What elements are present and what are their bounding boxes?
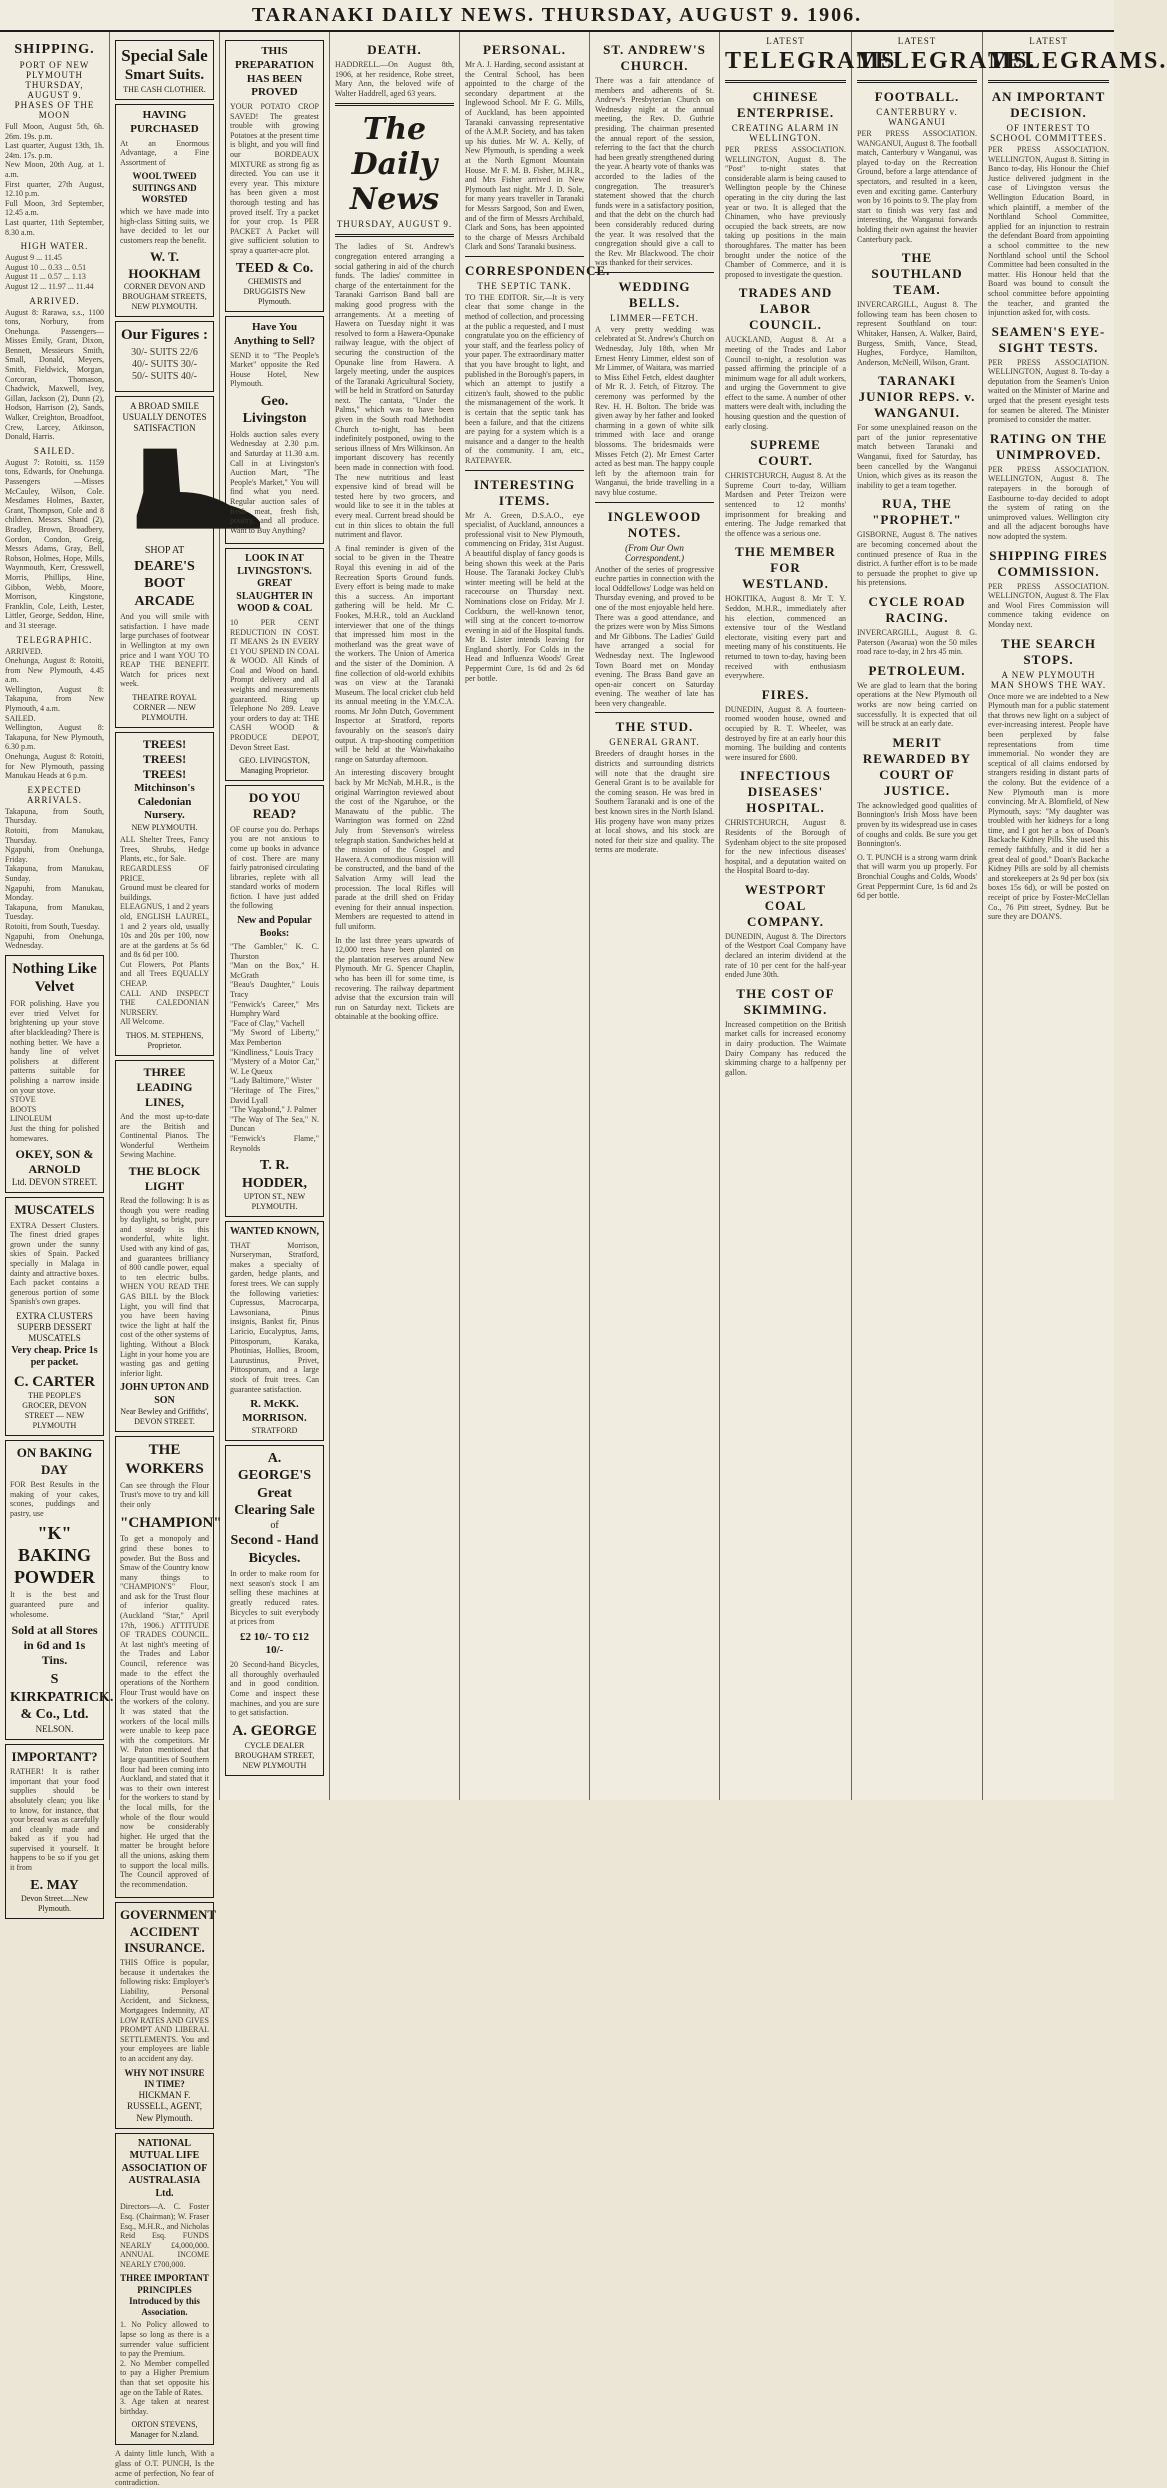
supreme-court-text: CHRISTCHURCH, August 8. At the Supreme Court to-day, William Mardsen and Peter Treizon were sentenced to 12 months' imprisonment for breaking and entering. The Judge remarked that the offence was a serious one.	[725, 471, 848, 538]
mutual-sub: THREE IMPORTANT PRINCIPLES Introduced by this Association.	[120, 2273, 209, 2318]
death-notice: HADDRELL.—On August 8th, 1906, at her residence, Robe street, Mary Ann, the beloved wife of Walter Haddrell, aged 63 years.	[335, 60, 456, 98]
football-heading: FOOTBALL.	[874, 89, 960, 104]
bicycles-of: of	[270, 1519, 279, 1531]
expected-heading: EXPECTED ARRIVALS.	[26, 784, 83, 805]
inglewood-sub: (From Our Own Correspondent.)	[625, 542, 684, 563]
livingston-text: Holds auction sales every Wednesday at 2.30 p.m. and Saturday at 11.30 a.m. Call in at Livingston's Auction Mart, "The People's Market," You will find what you need. Regular auction sales of fresh meat, fresh fish, poultry, and all produce. Want to Buy Anything?	[230, 429, 321, 535]
hospital-text: CHRISTCHURCH, August 8. Residents of the Borough of Sydenham object to the site proposed for the new infectious diseases' hospital, and a deputation waited on the Hospital Board to-day.	[725, 818, 848, 876]
livingston-firm: Geo. Livingston	[242, 393, 307, 427]
daily-news-nameplate: The Daily News	[349, 112, 440, 218]
potato-ad	[225, 40, 324, 312]
mutual-text: Directors—A. C. Foster Esq. (Chairman); W. Fraser Esq., M.H.R., and Nicholas Reid Esq. FUNDS NEARLY £4,000,000. ANNUAL INCOME NEARLY £700,000.	[120, 2202, 211, 2269]
coal-company-heading: WESTPORT COAL COMPANY.	[744, 881, 827, 929]
pianos-ad	[115, 1060, 214, 1432]
upton-firm: JOHN UPTON AND SON	[120, 1382, 209, 1406]
hookham-ad-text2: which we have made into high-class Sitting suits, we have decided to let our customers reap the benefit.	[120, 207, 211, 245]
baking-ad-title: ON BAKING DAY	[16, 1445, 93, 1477]
george-firm: A. GEORGE	[232, 1722, 317, 1739]
interesting-items-heading: INTERESTING ITEMS.	[473, 476, 576, 508]
coal-text: 10 PER CENT REDUCTION IN COST. IT MEANS 2s IN EVERY £1 YOU SPEND IN COAL & WOOD. All Kinds of Coal and Wood on hand. Prompt delivery and all weights and measurements guaranteed. Ring up Telephone No 289. Leave your orders to day at: THE CASH WOOD & PRODUCE DEPOT, Devon Street East.	[230, 617, 321, 752]
coal-title: LOOK IN AT LIVINGSTON'S. GREAT SLAUGHTER IN WOOD & COAL	[236, 553, 313, 615]
teed-sub: CHEMISTS and DRUGGISTS New Plymouth.	[243, 277, 306, 306]
special-sale-sub: Smart Suits.	[124, 67, 205, 84]
football-text: PER PRESS ASSOCIATION. WANGANUI, August 8. The football match, Canterbury v Wanganui, was played to-day on the Recreation Ground, before a large attendance of spectators, and resulted in a keen, even and exciting game. Canterbury won by 16 points to 9. The play from start to finish was very fast and interesting, the Wanganui forwards holding their own against the heavier Canterbury pack.	[857, 129, 979, 244]
nursery-ad	[115, 732, 214, 1056]
books-text: OF course you do. Perhaps you are not anxious to come up books in advance of cost. There are many fairly patronised circulating libraries, replete with all standard works of modern fiction. I have just added the following	[230, 824, 321, 911]
merit-heading: MERIT REWARDED BY COURT OF JUSTICE.	[862, 734, 972, 798]
books-list: "The Gambler," K. C. Thurston "Man on the Box," H. McGrath "Beau's Daughter," Louis Tracy "Fenwick's Career," Mrs Humphry Ward "Face of Clay," Vachell "My Sword of Liberty," Max Pemberton "Kindliness," Louis Tracy "Mystery of a Motor Car," W. Le Queux "Lady Baltimore," Wister "Heritage of The Fires," David Lyall "The Vagabond," J. Palmer "The Way of The Sea," N. Duncan "Fenwick's Flame," Reynolds	[230, 942, 319, 1153]
may-firm: E. MAY	[30, 1877, 79, 1893]
moon-phases-text: Full Moon, August 5th, 6h. 26m. 19s. p.m. Last quarter, August 13th, 1h. 24m. 17s. p.m. New Moon, 20th Aug. at 1. a.m. First quarter, 27th August, 12.10 p.m. Full Moon, 3rd September, 12.45 a.m. Last quarter, 11th September, 8.30 a.m.	[5, 122, 104, 237]
hookham-firm: W. T. HOOKHAM	[128, 249, 201, 281]
arrived-heading: ARRIVED.	[29, 295, 80, 306]
insurance-text: THIS Office is popular, because it undertakes the following risks: Employer's Liability, Personal Accident, and Sickness, Mortgagees Indemnity, AT LOW RATES AND GIVES PROMPT AND LIBERAL SETTLEMENTS. You and your employees are liable to an accident any day.	[120, 1958, 211, 2063]
special-sale-foot: THE CASH CLOTHIER.	[123, 85, 206, 94]
sailed-text: August 7: Rotoiti, ss. 1159 tons, Edwards, for Onehunga. Passengers —Misses McCauley, Wilson, Cole. Mesdames Holmes, Baxter, Grant, Thompson, Cole and 8 children. Messrs. Shand (2), Bradley, Brown, Broadbery, Gordon, Condon, Greig, Messrs Adams, Gray, Bell, Robson, Holmes, Hope, Mills, Waynmouth, Kerr, Cresswell, Morris, Phillips, Hine, Gibbon, Webb, Moore, Morrison, Kingstone, Franklin, Cole, Leith, Lester, Littler, George, Seddon, Hine, and 31 steerage.	[5, 457, 106, 630]
nursery-title: TREES! TREES! TREES!	[142, 736, 187, 781]
supreme-court-heading: SUPREME COURT.	[750, 437, 821, 469]
southland-text: INVERCARGILL, August 8. The following team has been chosen to represent Southland on tour: Whitaker, Hansen, A. Walker, Baird, Burgess, Smith, Vance, Stead, Hughes, Fordyce, Hamilton, Anderson, McNeill, Wilson, Grant.	[857, 300, 979, 367]
telegraphic-heading: TELEGRAPHIC.	[16, 634, 93, 645]
stud-text: Breeders of draught horses in the districts and surrounding districts will note that the draught sire General Grant is to be available for the coming season. He was bred in Southern Taranaki and is one of the best known sires in the North Island. His progeny have won many prizes at local shows, and his stock are noted for their size and quality. The terms are moderate.	[595, 749, 716, 855]
coal-firm: GEO. LIVINGSTON, Managing Proprietor.	[239, 756, 310, 776]
carter-sub: THE PEOPLE'S GROCER, DEVON STREET — NEW PLYMOUTH	[22, 1391, 87, 1431]
septic-tank-letter: TO THE EDITOR. Sir,—It is very clear that some change in the method of collection, and processing at the public a requested, and I must congratulate you on the efficiency of your staff, and the fearless policy of your paper. The extraordinary matter that you have brought to light, and published in the Borough's papers, in which an attempt to justify a citizen's fault, showed to the public the mismanagement of the work. It is certain that the septic tank has been a failure, and that the citizens are paying for a system which is a nuisance and a danger to the health of the community. I am, etc., RATEPAYER.	[465, 292, 586, 465]
block-light-text: Read the following: It is as though you were reading by daylight, so bright, pure and steady is this wonderful, white light. Used with any kind of gas, and guarantees brilliancy of 800 candle power, equal to ten electric bulbs. WHEN YOU READ THE GAS BILL by the Block Light, you will find that you have been having twice the light at half the cost of the other systems of lighting. Without a Block Light in your home you are wasting gas and getting inferior light.	[120, 1196, 211, 1378]
muscatels-ad-title: MUSCATELS	[14, 1202, 95, 1218]
decision-heading: AN IMPORTANT DECISION.	[991, 89, 1106, 120]
death-heading: DEATH.	[367, 42, 422, 57]
church-text: There was a fair attendance of members and adherents of St. Andrew's Presbyterian Church on Wednesday night at the annual meeting, the Rev. D. Guthrie presiding. The chairman presented the annual report of the session, referring to the fact that the church had been greatly strengthened during the year. A hearty vote of thanks was accorded to the ladies of the congregation. The treasurer's statement showed that the church funds were in a satisfactory position, and that the debt on the church had been considerably reduced during the year. It was resolved that the congregation should give a call to the Rev. Mr Blackwood. The choir was thanked for their services.	[595, 76, 716, 268]
decision-sub: OF INTEREST TO SCHOOL COMMITTEES.	[990, 123, 1107, 143]
column-ads-1	[110, 32, 222, 2488]
velvet-ad-title: Nothing Like Velvet	[12, 960, 97, 996]
pianos-title: THREE LEADING LINES,	[136, 1065, 193, 1110]
morrison-ad	[225, 1221, 324, 1441]
rua-text: GISBORNE, August 8. The natives are becoming concerned about the continued presence of Rua in the district. A further effort is to be made to persuade the prophet to give up his pretensions.	[857, 530, 979, 588]
bicycles-title2: Second - Hand Bicycles.	[230, 1533, 319, 1566]
workers-title: THE WORKERS	[125, 1442, 204, 1478]
wedding-text: A very pretty wedding was celebrated at St. Andrew's Church on Wednesday, July 18th, when Mr Ernest Henry Limmer, eldest son of Mr Limmer, of Waitara, was married to Miss Ethel Fetch, eldest daughter of Mr R. J. Fetch, of Fitzroy. The ceremony was performed by the Rev. H. H. Bolton. The bride was given away by her father and looked charming in a gown of white silk trimmed with lace and orange blossoms. The bridesmaids were Misses Fetch (2). Mr Ernest Carter acted as best man. The happy couple left by the afternoon train for Wanganui, the bride travelling in a navy blue costume.	[595, 324, 716, 497]
morrison-title: WANTED KNOWN,	[230, 1226, 319, 1238]
telegrams-heading-1: TELEGRAMS	[725, 48, 897, 74]
sell-title: Have You Anything to Sell?	[233, 321, 316, 347]
block-light-title: THE BLOCK LIGHT	[128, 1164, 201, 1193]
column-personal	[460, 32, 611, 1800]
decision-text: PER PRESS ASSOCIATION. WELLINGTON, August 8. Sitting in Banco to-day, His Honour the Chief Justice delivered judgment in the case of Livingston versus the Wellington Education Board, in which plaintiff, a member of the Northland School Committee, applied for an injunction to restrain the defendant Board from appointing a school committee to the new Northland school until the School Committee had been consulted in the matter. His Honour held that the Board was bound to consult the school committee before appointing the teacher, and granted the injunction asked for, with costs.	[988, 145, 1111, 318]
cycle-heading: CYCLE ROAD RACING.	[868, 594, 966, 625]
fires-heading: FIRES.	[761, 686, 810, 702]
telegraphic-text: ARRIVED. Onehunga, August 8: Rotoiti, from New Plymouth, 4.45 a.m. Wellington, August 8: Takapuna, from New Plymouth, 4 a.m. SAILED. Wellington, August 8: Takapuna, for New Plymouth, 6.30 p.m. Onehunga, August 8: Rotoiti, for New Plymouth, passing Manukau Heads at 6 p.m.	[5, 646, 104, 781]
bicycles-text2: 20 Second-hand Bicycles, all thoroughly overhauled and in good condition. Come and inspect these machines, and you are sure to get satisfaction.	[230, 1660, 321, 1718]
morrison-address: STRATFORD	[251, 1425, 298, 1435]
nursery-address: NEW PLYMOUTH.	[131, 823, 198, 833]
editorial-date: THURSDAY, AUGUST 9.	[336, 219, 453, 230]
search-heading: THE SEARCH STOPS.	[1001, 635, 1096, 667]
morrison-text: THAT Morrison, Nurseryman, Stratford, makes a specialty of garden, hedge plants, and forest trees. We can supply the following varieties: Cupressus, Macrocarpa, Lawsoniana, Pinus insignis, Bankst fir, Pinus Laricio, Eucalyptus, Jams, Pittosporum, Karaka, Photinias, Hollies, Broom, Laurustinus, Privet, Pittosporum, and a large stock of fruit trees. Can guarantee satisfaction.	[230, 1240, 321, 1394]
hospital-heading: INFECTIOUS DISEASES' HOSPITAL.	[740, 768, 831, 816]
rating-text: PER PRESS ASSOCIATION. WELLINGTON, August 8. The ratepayers in the borough of Eastbourne to-day decided to adopt the system of rating on the unimproved values. Wellington city and all the adjacent boroughs have now adopted the system.	[988, 464, 1111, 541]
westland-heading: THE MEMBER FOR WESTLAND.	[735, 544, 836, 592]
column-telegrams-3	[983, 32, 1167, 1800]
deare-pre: A BROAD SMILE USUALLY DENOTES SATISFACTION	[122, 400, 207, 434]
morrison-firm: R. McKK. MORRISON.	[242, 1398, 307, 1424]
shipping-heading: SHIPPING.	[14, 42, 95, 57]
baking-ad-stores: Sold at all Stores in 6d and 1s Tins.	[11, 1623, 98, 1668]
rua-heading: RUA, THE "PROPHET."	[872, 496, 962, 528]
insurance-title: GOVERNMENT ACCIDENT INSURANCE.	[120, 1907, 217, 1955]
livingston-sell-ad	[225, 316, 324, 544]
muscatels-ad-text: EXTRA Dessert Clusters. The finest dried grapes grown under the sunny skies of Spain. Packed specially in Malaga in dainty and attractive boxes. Each packet contains a generous portion of some Spanish's own grapes.	[10, 1220, 101, 1307]
correspondence-heading: CORRESPONDENCE.	[465, 262, 611, 278]
interesting-items-text: Mr A. Green, D.S.A.O., eye specialist, of Auckland, announces a professional visit to New Plymouth, commencing on Friday, 31st August. A beautiful display of fancy goods is being shown this week at the Paris House. The Taranaki Jockey Club's winter meeting will be held at the racecourse on Thursday next. Nominations close on Friday. Mr J. Cockburn, the well-known tenor, will sing at the concert to-morrow evening in aid of the Hospital funds. Mr B. Lister intends leaving for England shortly. For Colds in the Head and Influenza Woods' Great Peppermint Cure, 1s 6d and 2s 6d per bottle.	[465, 510, 586, 683]
editorial-text-1: The ladies of St. Andrew's congregation entered arranging a social gathering in aid of the church funds. The ladies' committee in charge of the entertainment for the Taranaki Garrison Band ball are making good progress with the arrangements. At a meeting of Hawera on Tuesday night it was resolved to form a Hawera-Opunake railway league, with the object of securing the construction of the Opunake line from Hawera. A largely meeting, under the auspices of the Taranaki Agricultural Society, will be held in Stratford on Saturday next. The cantata, "Under the Palms," which was to have been given in the South road Methodist Church to-night, has been indefinitely postponed, owing to the serious illness of Mrs Wilkinson. An important discovery has recently been made in connection with food. The new nutritious and least expensive kind of bread will be tested here by two grocers, and would like to see it in the tables at every meal. Current bread should be cut in thin slices to obtain the full nutriment and flavor.	[335, 242, 456, 540]
search-sub: A NEW PLYMOUTH MAN SHOWS THE WAY.	[990, 669, 1107, 690]
editorial-text-4: In the last three years upwards of 12,000 trees have been planted on the plantation reserves around New Plymouth. Mr G. Spencer Chaplin, who has been ill for some time, is recovering. The railway department advise that the excursion train will run on Saturday next. Tickets are obtainable at the booking office.	[335, 935, 456, 1022]
teed-firm: TEED & Co.	[235, 260, 314, 276]
shipping-fires-heading: SHIPPING FIRES COMMISSION.	[989, 547, 1108, 579]
bicycles-ad	[225, 1445, 324, 1776]
bread-ad-title: IMPORTANT?	[11, 1748, 98, 1764]
punch-ad: A dainty little lunch, With a glass of O.T. PUNCH, Is the acme of perfection, No fear of contradiction.	[115, 2449, 216, 2488]
baking-ad-tag: It is the best and guaranteed pure and wholesome.	[10, 1590, 101, 1619]
junior-reps-text: For some unexplained reason on the part of the junior representative match between Taranaki and Wanganui, fixed for Saturday, has been cancelled by the Wanganui Union, which gives as its reason the inability to get a team together.	[857, 423, 979, 490]
personal-heading: PERSONAL.	[482, 42, 567, 57]
search-text: Once more we are indebted to a New Plymouth man for a public statement that throws new light on a subject of ever-increasing interest. People have been perplexed by false representations from time immemorial. No wonder they are sceptical of all claims endorsed by strangers residing in distant parts of the colony. But the evidence of a New Plymouth man is more convincing. Mr A. Blomfield, of New Plymouth, says: "My daughter was troubled with her kidneys for a long time, and I got her a box of Doan's Backache Kidney Pills. She used this remedy faithfully, and it did her a great deal of good." Doan's Backache Kidney Pills are sold by all chemists and storekeepers at 2s 9d per box (six boxes 15s 6d), or will be posted on receipt of price by Foster-McClellan Co., 76 Pitt street, Sydney. But be sure they are DOAN'S.	[988, 691, 1111, 922]
column-telegrams-1	[720, 32, 897, 1800]
deare-address: THEATRE ROYAL CORNER — NEW PLYMOUTH.	[132, 692, 197, 722]
upton-address: Near Bewley and Griffiths', DEVON STREET.	[120, 1407, 209, 1427]
baking-ad-brand: "K" BAKING POWDER	[14, 1523, 95, 1588]
accident-insurance-ad	[115, 1902, 217, 2129]
petroleum-text: We are glad to learn that the boring operations at the New Plymouth oil works are now being carried on successfully. It is expected that oil will be struck at an early date.	[857, 680, 979, 729]
inglewood-text: Another of the series of progressive euchre parties in connection with the local Oddfellows' Lodge was held on Thursday evening, and proved to be one of the most enjoyable held here. There was a good attendance, and the prizes were won by Miss Simons and Mr Gibbons. The Ladies' Guild have arranged a social for Wednesday next. The Inglewood Town Board met on Monday evening. The Brass Band gave an open-air concert on Saturday evening. The weather of late has been very changeable.	[595, 564, 716, 708]
latest-label-3: LATEST	[1029, 36, 1068, 46]
hookham-ad	[115, 104, 214, 317]
southland-heading: THE SOUTHLAND TEAM.	[871, 250, 963, 298]
expected-text: Takapuna, from South, Thursday. Rotoiti, from Manukau, Thursday. Ngapuhi, from Onehunga, Friday. Takapuna, from Manukau, Sunday. Ngapuhi, from Manukau, Monday. Takapuna, from Manukau, Tuesday. Rotoiti, from South, Tuesday. Ngapuhi, from Onehunga, Wednesday.	[5, 806, 104, 951]
chinese-heading: CHINESE ENTERPRISE.	[736, 89, 835, 120]
coal-wood-ad	[225, 548, 324, 781]
muscatels-ad-price: Very cheap. Price 1s per packet.	[11, 1344, 98, 1369]
deare-text: And you will smile with satisfaction. I have made large purchases of footwear in Wellington at my own price and I want YOU TO REAP THE BENEFIT. Watch for prices next week.	[120, 612, 211, 689]
westland-text: HOKITIKA, August 8. Mr T. Y. Seddon, M.H.R., immediately after his election, commenced an extensive tour of the Westland electorate, visiting every part and meeting many of his constituents. He returned to town to-day, having been received with enthusiasm everywhere.	[725, 594, 848, 681]
champion-brand: "CHAMPION"	[120, 1514, 222, 1531]
fires-text: DUNEDIN, August 8. A fourteen-roomed wooden house, owned and occupied by R. T. Wheeler, was destroyed by fire at an early hour this morning. The building and contents were insured for £600.	[725, 704, 848, 762]
mutual-manager: ORTON STEVENS, Manager for N.zland.	[130, 2420, 199, 2440]
merit-text: The acknowledged good qualities of Bonnington's Irish Moss have been proven by its widespread use in cases of coughs and colds. Be sure you get Bonnington's.	[857, 800, 979, 849]
church-heading: ST. ANDREW'S CHURCH.	[603, 42, 706, 73]
column-editorial	[330, 32, 460, 1800]
coal-company-text: DUNEDIN, August 8. The Directors of the Westport Coal Company have declared an interim dividend at the rate of 10 per cent for the half-year ended June 30th.	[725, 931, 848, 980]
football-sub: CANTERBURY v. WANGANUI	[876, 107, 958, 127]
eyesight-heading: SEAMEN'S EYE-SIGHT TESTS.	[991, 323, 1106, 355]
mutual-life-ad	[115, 2133, 214, 2446]
masthead: TARANAKI DAILY NEWS. THURSDAY, AUGUST 9. 1906.	[0, 0, 1114, 32]
skimming-heading: THE COST OF SKIMMING.	[736, 985, 835, 1017]
hookham-address: CORNER DEVON AND BROUGHAM STREETS, NEW PLYMOUTH.	[122, 281, 207, 311]
muscatels-ad-sub: EXTRA CLUSTERS SUPERB DESSERT MUSCATELS	[16, 1310, 93, 1344]
insurance-why: WHY NOT INSURE IN TIME?	[124, 2067, 205, 2089]
petroleum-heading: PETROLEUM.	[868, 662, 966, 678]
shipping-fires-text: PER PRESS ASSOCIATION. WELLINGTON, August 8. The Flax and Wool Fires Commission will commence taking evidence on Monday next.	[988, 581, 1111, 629]
cycle-text: INVERCARGILL, August 8. G. Paterson (Awarua) won the 50 miles road race to-day, in 2 hrs 45 min.	[857, 628, 979, 657]
deare-shop: SHOP AT	[144, 545, 185, 557]
kirkpatrick-sub: NELSON.	[35, 1723, 74, 1734]
editorial-text-3: An interesting discovery brought back by Mr McNab, M.H.R., is the original Warrington reviewed about the cost of the Ngaruhoe, or the Manawatu of the public. The Warrington was formed on 22nd July from Stevenson's wireless telegraph station. Sandwiches held at the mission of the Gospel and Hawera. A commodious mission will be constructed, and the band of the Salvation Army will lead the procession. The local Rifles will parade at the drill shed on Friday evening for their annual inspection. Members are requested to attend in full uniform.	[335, 768, 456, 931]
insurance-agent: HICKMAN F. RUSSELL, AGENT, New Plymouth.	[126, 2090, 203, 2123]
sell-text: SEND it to "The People's Market" opposite the Red House Hotel, New Plymouth.	[230, 350, 321, 389]
column-church	[590, 32, 720, 1800]
muscatels-ad	[5, 1197, 104, 1436]
figures-title: Our Figures :	[121, 326, 208, 343]
bread-ad	[5, 1744, 104, 1919]
velvet-ad	[5, 955, 104, 1194]
velvet-ad-firm: OKEY, SON & ARNOLD	[15, 1147, 94, 1177]
junior-reps-heading: TARANAKI JUNIOR REPS. v. WANGANUI.	[858, 373, 976, 421]
inglewood-heading: INGLEWOOD NOTES.	[607, 508, 702, 540]
column-ads-2	[220, 32, 330, 1800]
sailed-heading: SAILED.	[33, 445, 76, 456]
mutual-title: NATIONAL MUTUAL LIFE ASSOCIATION OF AUSTRALASIA Ltd.	[121, 2137, 208, 2199]
chinese-sub: CREATING ALARM IN WELLINGTON.	[731, 123, 840, 143]
column-shipping	[0, 32, 114, 1914]
special-sale-ad	[115, 40, 214, 100]
george-address: CYCLE DEALER BROUGHAM STREET, NEW PLYMOUTH	[234, 1740, 315, 1770]
workers-text: Can see through the Flour Trust's move to try and kill their only	[120, 1480, 211, 1509]
wedding-names: LIMMER—FETCH.	[610, 312, 699, 323]
hodder-address: UPTON ST., NEW PLYMOUTH.	[243, 1192, 306, 1212]
hookham-ad-title: HAVING PURCHASED	[130, 109, 199, 135]
books-title: DO YOU READ?	[248, 790, 301, 822]
arrived-text: August 8: Rarawa, s.s., 1100 tons, Norbury, from Onehunga. Passengers— Misses Emily, Grant, Dixon, Bennett, Messieurs Smith, Small, Donald, Meyers, Smith, Fieldwick, Morgan, Corcoran, Thomason, Chadwick, Maxwell, Ivey, Gillan, Jackson (2), Dunn (2), Hodson, Harrison (2), Sands, Walker, Creighton, Broadfoot, Crew, Larcey, Atkinson, Donald, Harris.	[5, 307, 106, 442]
nursery-text: ALL Shelter Trees, Fancy Trees, Shrubs, Hedge Plants, etc., for Sale. REGARDLESS OF PRICE. Ground must be cleared for buildings. ELEAGNUS, 1 and 2 years old, ENGLISH LAUREL, 1 and 2 years old, usually 10s and 20s per 100, now are at the gardens at 5s 6d and 8s 6d per 100. Cut Flowers, Pot Plants and all Trees EQUALLY CHEAP. CALL AND INSPECT THE CALEDONIAN NURSERY. All Welcome.	[120, 835, 209, 1027]
port-heading: PORT OF NEW PLYMOUTH	[19, 60, 90, 80]
latest-label-1: LATEST	[766, 36, 805, 46]
bread-ad-text: RATHER! It is rather important that your food supplies should be absolutely clean; you like to know, for instance, that your bread was as carefully and cleanly made and baked as if you had supervised it yourself. It happens to be so if you get it from	[10, 1767, 101, 1873]
latest-label-2: LATEST	[897, 36, 937, 46]
figures-ad	[115, 321, 214, 392]
column-telegrams-2	[852, 32, 1037, 1800]
trades-text: AUCKLAND, August 8. At a meeting of the Trades and Labor Council to-night, a resolution was passed affirming the principle of a minimum wage for all adult workers, and urging the Government to give effect to the same. A number of other matters were dealt with, including the housing question and the question of early closing.	[725, 335, 848, 431]
date-line: THURSDAY, AUGUST 9.	[25, 80, 84, 100]
nursery-proprietor: THOS. M. STEPHENS, Proprietor.	[125, 1031, 204, 1051]
personal-text: Mr A. J. Harding, second assistant at the Central School, has been appointed to the charge of the secondary department at the Inglewood School. Mr F. G. Mills, of Auckland, has been appointed Taranaki canvassing representative of the A.M.P. Society, and has taken up his duties. Mr W. A. Kelly, of New Plymouth, is spending a week at the North Egmont Mountain House. Mr F. M. B. Fisher, M.H.R., and Mrs Fisher arrived in New Plymouth last night. Mr J. D. Sole, for many years traveller in Taranaki for Messrs Sargood, Son and Ewen, and of the firm of Messrs Archibald, Clark and Sons, has been appointed to the charge of Messrs Archibald Clark and Sons' Taranaki business.	[465, 60, 586, 252]
velvet-ad-address: Ltd. DEVON STREET.	[11, 1177, 98, 1188]
stud-heading: THE STUD.	[615, 719, 694, 735]
baking-ad-text: FOR Best Results in the making of your cakes, scones, puddings and pastry, use	[10, 1479, 101, 1518]
telegrams-heading-2: TELEGRAMS.	[857, 48, 1037, 74]
books-sub: New and Popular Books:	[237, 915, 312, 939]
deare-name: DEARE'S BOOT ARCADE	[134, 558, 195, 609]
wedding-heading: WEDDING BELLS.	[618, 278, 691, 310]
hodder-books-ad	[225, 785, 324, 1217]
champion-flour-ad	[115, 1436, 222, 1898]
potato-title: THIS PREPARATION HAS BEEN PROVED	[234, 45, 315, 99]
septic-tank-heading: THE SEPTIC TANK.	[477, 280, 572, 291]
trades-heading: TRADES AND LABOR COUNCIL.	[738, 285, 833, 333]
potato-text: YOUR POTATO CROP SAVED! The greatest trouble with growing Potatoes at the present time is blight, and you will find our BORDEAUX MIXTURE as strong fig as directed. You can use it every year. This mixture has been given a most thorough testing and has proved itself. Try a packet for your crop. 1s PER PACKET A Packet will give sufficient solution to spray a quarter-acre plot.	[230, 102, 321, 255]
carter-firm: C. CARTER	[13, 1373, 96, 1390]
champion-text: To get a monopoly and grind these bones to powder. But the Boss and Smaw of the Country know many things to "CHAMPION'S" Flour, and ask for the Trust flour of inferior quality. (Auckland "Star," April 17th, 1906.) ATTITUDE OF TRADES COUNCIL. At last night's meeting of the Trades and Labor Council, reference was made to the effect the operations of the Northern Flour Trust would have on the workers of the colony. It was stated that the workers of the local mills were unable to keep pace with the competitors. Mr W. Paton mentioned that large quantities of Southern flour had been coming into Auckland, and stated that it was to their own interest for the workers to stand by the local mills, for the whole of the flour would now be considerably higher. He urged that the matter be brought before all the unions, asking them to support the local mills. The Council approved of the recommendation.	[120, 1534, 211, 1889]
editorial-text-2: A final reminder is given of the social to be given in the Theatre Royal this evening in aid of the Recreation Sports Ground funds. Every effort is being made to make this a success. An important gathering will be held. Mr C. Fookes, M.H.R., told an Auckland interviewer that one of the things that impressed him most in the motherland was the great wave of the workers. The Union of America and the sister of the Dominion. A fine collection of old-world exhibits was on view at the Taranaki Museum. The local cricket club held its annual meeting in the Y.M.C.A. rooms. Mr John Dutch, Government Inspector at Stratford, reports favourably on the season's dairy output. A trap-shooting competition will be held at the Waiwhakaiho range on Saturday afternoon.	[335, 543, 456, 764]
chinese-text: PER PRESS ASSOCIATION. WELLINGTON, August 8. The "Post" to-night states that considerable alarm is being caused to Wellington people by the Chinese operating in the city during the last year or two. It is alleged that the Chinamen, who have previously occupied the back streets, are now taking up positions in the main thoroughfares. The matter has been brought under the notice of the Chamber of Commerce, and it is proposed to investigate the question.	[725, 145, 848, 279]
stud-sub: GENERAL GRANT.	[609, 737, 700, 748]
hodder-firm: T. R. HODDER,	[242, 1158, 307, 1191]
bicycles-title: A. GEORGE'S Great Clearing Sale	[234, 1450, 315, 1519]
high-water-table: August 9 ... 11.45 August 10 ... 0.33 ... 0.51 August 11 ... 0.57 ... 1.13 August 12 ... 11.97 ... 11.44	[5, 253, 94, 291]
mutual-principles: 1. No Policy allowed to lapse so long as there is a surrender value sufficient to pay the Premium. 2. No Member compelled to pay a Higher Premium than that set opposite his age on the Table of Rates. 3. Age taken at nearest birthday.	[120, 2320, 209, 2416]
telegrams-heading-3: TELEGRAMS.	[988, 48, 1167, 74]
kirkpatrick-firm: S KIRKPATRICK. & Co., Ltd.	[10, 1672, 114, 1723]
bicycles-text: In order to make room for next season's stock I am selling these machines at greatly reduced rates. Bicycles to suit everybody at prices from	[230, 1569, 321, 1627]
punch-footer-text: O. T. PUNCH is a strong warm drink that will warm you up properly. For Bronchial Coughs and Colds, Woods' Great Peppermint Cure, 1s 6d and 2s 6d per bottle.	[857, 852, 979, 901]
hookham-ad-items: WOOL TWEED SUITINGS AND WORSTED	[132, 171, 197, 204]
deare-boot-ad	[115, 396, 214, 728]
baking-powder-ad	[5, 1440, 114, 1739]
skimming-text: Increased competition on the British market calls for increased economy in dairy production. The Waimate Dairy Company has reduced the skimming charge to a halfpenny per gallon.	[725, 1019, 848, 1077]
eyesight-text: PER PRESS ASSOCIATION. WELLINGTON, August 8. To-day a deputation from the Seamen's Union waited on the Minister of Marine and urged that the present eyesight tests for seamen be altered. The Minister promised to consider the matter.	[988, 357, 1111, 425]
velvet-ad-text: FOR polishing. Have you ever tried Velvet for brightening up your stove after blackleading? There is nothing better. We have a handy line of velvet polishers at different patterns suitable for polishing a narrow inside on your stove. STOVE BOOTS LINOLEUM Just the thing for polished homewares.	[10, 999, 99, 1143]
bicycles-price: £2 10/- TO £12 10/-	[240, 1630, 309, 1657]
moon-heading: PHASES OF THE MOON	[14, 100, 95, 120]
pianos-text: And the most up-to-date are the British and Continental Pianos. The Wonderful Wertheim Sewing Machine.	[120, 1112, 211, 1160]
figures-prices: 30/- SUITS 22/6 40/- SUITS 30/- 50/- SUITS 40/-	[131, 346, 198, 382]
high-water-heading: HIGH WATER.	[20, 241, 89, 252]
may-address: Devon Street.....New Plymouth.	[20, 1894, 89, 1914]
special-sale-title: Special Sale	[121, 46, 208, 65]
rating-heading: RATING ON THE UNIMPROVED.	[989, 430, 1108, 462]
hookham-ad-text: At an Enormous Advantage, a Fine Assortment of	[120, 138, 211, 167]
nursery-firm: Mitchinson's Caledonian Nursery.	[134, 781, 195, 822]
